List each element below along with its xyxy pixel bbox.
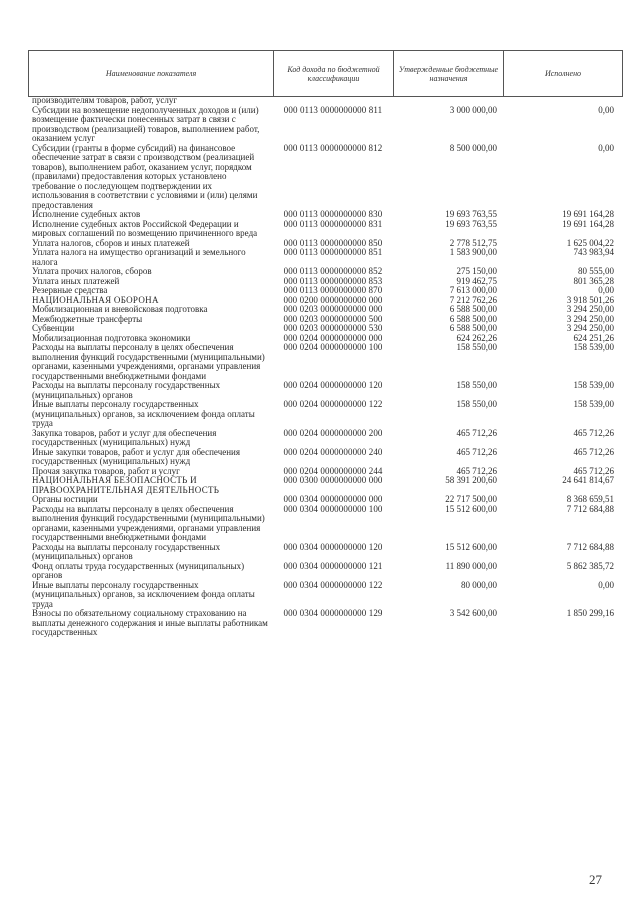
budget-table — [28, 96, 622, 638]
row-approved: 8 500 000,00 — [449, 143, 497, 153]
table-row — [28, 96, 622, 106]
row-approved: 3 542 600,00 — [449, 609, 497, 618]
table-row — [28, 248, 622, 267]
row-name: Расходы на выплаты персоналу в целях обеспечения выполнения функций государственными (муниципальными) органами, казенными учреждениями, органами управления государственными внебюджетными фондами — [32, 343, 265, 381]
table-row — [28, 305, 622, 315]
row-approved: 6 588 500,00 — [449, 324, 497, 333]
row-code: 000 0204 0000000000 100 — [283, 343, 383, 352]
row-executed: 3 294 250,00 — [566, 324, 614, 333]
row-executed: 80 555,00 — [578, 267, 614, 276]
row-executed: 7 712 684,88 — [566, 504, 614, 514]
row-code: 000 0304 0000000000 121 — [283, 561, 383, 571]
row-approved: 15 512 600,00 — [445, 504, 497, 514]
row-executed: 3 294 250,00 — [566, 305, 614, 314]
table-row — [28, 324, 622, 334]
row-code: 000 0204 0000000000 000 — [283, 333, 383, 343]
row-executed: 0,00 — [598, 105, 614, 115]
row-executed: 743 983,94 — [573, 248, 614, 257]
row-name: Мобилизационная и вневойсковая подготовка — [32, 305, 208, 314]
row-approved: 624 262,26 — [456, 333, 497, 343]
row-approved: 465 712,26 — [456, 428, 497, 438]
row-executed: 24 641 814,67 — [562, 476, 614, 485]
row-name: Резервные средства — [32, 286, 108, 295]
row-executed: 158 539,00 — [573, 381, 614, 390]
row-approved: 158 550,00 — [456, 381, 497, 390]
row-approved: 19 693 763,55 — [445, 210, 497, 219]
row-code: 000 0203 0000000000 000 — [283, 305, 383, 314]
table-row — [28, 562, 622, 581]
header-code: Код дохода по бюджетной классификации — [274, 51, 394, 97]
row-approved: 465 712,26 — [456, 466, 497, 476]
row-executed: 8 368 659,51 — [566, 495, 614, 504]
row-name: Исполнение судебных актов — [32, 210, 141, 219]
row-code: 000 0113 0000000000 830 — [283, 210, 383, 219]
table-row — [28, 144, 622, 211]
row-approved: 1 583 900,00 — [449, 248, 497, 257]
row-code: 000 0304 0000000000 100 — [283, 504, 383, 514]
table-body — [28, 96, 622, 638]
row-name: Уплата налогов, сборов и иных платежей — [32, 238, 190, 248]
row-code: 000 0113 0000000000 870 — [283, 286, 383, 295]
row-executed: 0,00 — [598, 286, 614, 295]
row-name: Субвенции — [32, 324, 75, 333]
row-name: Уплата налога на имущество организаций и земельного налога — [32, 248, 246, 267]
row-name: Закупка товаров, работ и услуг для обеспечения государственных (муниципальных) нужд — [32, 428, 217, 447]
row-code: 000 0113 0000000000 831 — [283, 219, 383, 229]
table-row — [28, 210, 622, 220]
table-row — [28, 495, 622, 505]
row-approved: 22 717 500,00 — [445, 495, 497, 504]
row-approved: 15 512 600,00 — [445, 542, 497, 552]
row-approved: 80 000,00 — [461, 580, 497, 590]
row-executed — [503, 96, 622, 106]
row-executed: 0,00 — [598, 580, 614, 590]
row-name: Прочая закупка товаров, работ и услуг — [32, 466, 180, 476]
row-name: НАЦИОНАЛЬНАЯ БЕЗОПАСНОСТЬ И ПРАВООХРАНИТЕЛЬНАЯ ДЕЯТЕЛЬНОСТЬ — [32, 476, 220, 495]
row-executed: 3 294 250,00 — [566, 314, 614, 324]
row-code: 000 0204 0000000000 200 — [283, 428, 383, 438]
row-executed: 1 625 004,22 — [566, 238, 614, 248]
row-approved: 7 212 762,26 — [449, 295, 497, 305]
row-code: 000 0203 0000000000 530 — [283, 324, 383, 333]
row-name: Межбюджетные трансферты — [32, 314, 143, 324]
header-approved: Утвержденные бюджетные назначения — [394, 51, 504, 97]
row-name: Субсидии на возмещение недополученных доходов и (или) возмещение фактически понесенных затрат в связи с производством (реализацией) товаров, выполнением работ, оказанием услуг — [32, 105, 260, 143]
table-row — [28, 220, 622, 239]
row-code: 000 0113 0000000000 853 — [283, 276, 383, 286]
row-approved: 2 778 512,75 — [449, 238, 497, 248]
table-row — [28, 381, 622, 400]
row-name: Расходы на выплаты персоналу государственных (муниципальных) органов — [32, 381, 221, 400]
row-approved — [393, 96, 503, 106]
table-row — [28, 448, 622, 467]
row-code: 000 0113 0000000000 850 — [283, 238, 383, 248]
row-name: НАЦИОНАЛЬНАЯ ОБОРОНА — [32, 295, 159, 305]
row-code: 000 0304 0000000000 129 — [283, 609, 383, 618]
row-code: 000 0113 0000000000 852 — [283, 267, 383, 276]
row-approved: 19 693 763,55 — [445, 219, 497, 229]
row-code: 000 0300 0000000000 000 — [283, 476, 383, 485]
table-row — [28, 343, 622, 381]
table-header — [28, 50, 623, 97]
row-name: Иные выплаты персоналу государственных (муниципальных) органов, за исключением фонда оплаты труда — [32, 580, 255, 609]
row-executed: 465 712,26 — [573, 466, 614, 476]
row-code: 000 0113 0000000000 811 — [283, 105, 383, 115]
header-name: Наименование показателя — [29, 51, 274, 97]
table-row — [28, 581, 622, 610]
row-executed: 158 539,00 — [573, 400, 614, 409]
row-executed: 0,00 — [598, 143, 614, 153]
row-name: Мобилизационная подготовка экономики — [32, 333, 191, 343]
row-name: Фонд оплаты труда государственных (муниципальных) органов — [32, 561, 245, 580]
row-executed: 1 850 299,16 — [566, 609, 614, 618]
row-approved: 919 462,75 — [456, 276, 497, 286]
row-executed: 465 712,26 — [573, 447, 614, 457]
row-approved: 11 890 000,00 — [445, 561, 497, 571]
row-name: Исполнение судебных актов Российской Федерации и мировых соглашений по возмещению причиненного вреда — [32, 219, 258, 238]
table-row — [28, 505, 622, 543]
table-row — [28, 543, 622, 562]
row-name: Расходы на выплаты персоналу государственных (муниципальных) органов — [32, 542, 221, 561]
row-executed: 624 251,26 — [573, 333, 614, 343]
row-executed: 5 862 385,72 — [566, 561, 614, 571]
row-executed: 465 712,26 — [573, 428, 614, 438]
header-executed: Исполнено — [504, 51, 623, 97]
row-approved: 6 588 500,00 — [449, 314, 497, 324]
row-approved: 3 000 000,00 — [449, 105, 497, 115]
page-number: 27 — [589, 872, 602, 887]
table-row — [28, 467, 622, 477]
row-code: 000 0204 0000000000 120 — [283, 381, 383, 390]
row-name: Субсидии (гранты в форме субсидий) на финансовое обеспечение затрат в связи с производством (реализацией товаров), выполнением работ, оказанием услуг, порядком (правилами) предоставления которых установлено требование о последующем подтверждении их использования в соответствии с условиями и (или) целями предоставления — [32, 143, 258, 210]
row-code: 000 0200 0000000000 000 — [283, 295, 383, 305]
row-approved: 158 550,00 — [456, 343, 497, 352]
table-row — [28, 267, 622, 277]
row-code: 000 0304 0000000000 122 — [283, 580, 383, 590]
row-executed: 19 691 164,28 — [562, 219, 614, 229]
row-approved: 158 550,00 — [456, 400, 497, 409]
row-code — [273, 96, 393, 106]
row-name: Иные выплаты персоналу государственных (муниципальных) органов, за исключением фонда оплаты труда — [32, 400, 255, 428]
row-approved: 465 712,26 — [456, 447, 497, 457]
row-name: Иные закупки товаров, работ и услуг для обеспечения государственных (муниципальных) нужд — [32, 447, 240, 466]
row-code: 000 0204 0000000000 244 — [283, 466, 383, 476]
row-name: Взносы по обязательному социальному страхованию на выплаты денежного содержания и иные выплаты работникам государственных — [32, 609, 268, 637]
table-row — [28, 334, 622, 344]
row-name: Уплата иных платежей — [32, 276, 120, 286]
row-approved: 6 588 500,00 — [449, 305, 497, 314]
row-name: Уплата прочих налогов, сборов — [32, 267, 152, 276]
row-approved: 275 150,00 — [456, 267, 497, 276]
row-name: производителям товаров, работ, услуг — [32, 96, 178, 105]
row-code: 000 0204 0000000000 122 — [283, 400, 383, 409]
row-executed: 801 365,28 — [573, 276, 614, 286]
table-row — [28, 609, 622, 638]
table-row — [28, 286, 622, 296]
row-code: 000 0113 0000000000 812 — [283, 143, 383, 153]
row-approved: 7 613 000,00 — [449, 286, 497, 295]
table-row — [28, 400, 622, 429]
row-executed: 158 539,00 — [573, 343, 614, 352]
table-row — [28, 106, 622, 144]
table-row — [28, 239, 622, 249]
row-executed: 7 712 684,88 — [566, 542, 614, 552]
table-row — [28, 476, 622, 495]
row-executed: 19 691 164,28 — [562, 210, 614, 219]
row-approved: 58 391 200,60 — [445, 476, 497, 485]
table-row — [28, 315, 622, 325]
header-row — [29, 51, 623, 97]
table-row — [28, 296, 622, 306]
row-name: Расходы на выплаты персоналу в целях обеспечения выполнения функций государственными (муниципальными) органами, казенными учреждениями, органами управления государственными внебюджетными фондами — [32, 504, 265, 542]
table-row — [28, 277, 622, 287]
row-code: 000 0203 0000000000 500 — [283, 314, 383, 324]
row-executed: 3 918 501,26 — [566, 295, 614, 305]
row-code: 000 0204 0000000000 240 — [283, 447, 383, 457]
row-code: 000 0304 0000000000 120 — [283, 542, 383, 552]
table-row — [28, 429, 622, 448]
row-code: 000 0304 0000000000 000 — [283, 495, 383, 504]
row-name: Органы юстиции — [32, 495, 98, 504]
row-code: 000 0113 0000000000 851 — [283, 248, 383, 257]
